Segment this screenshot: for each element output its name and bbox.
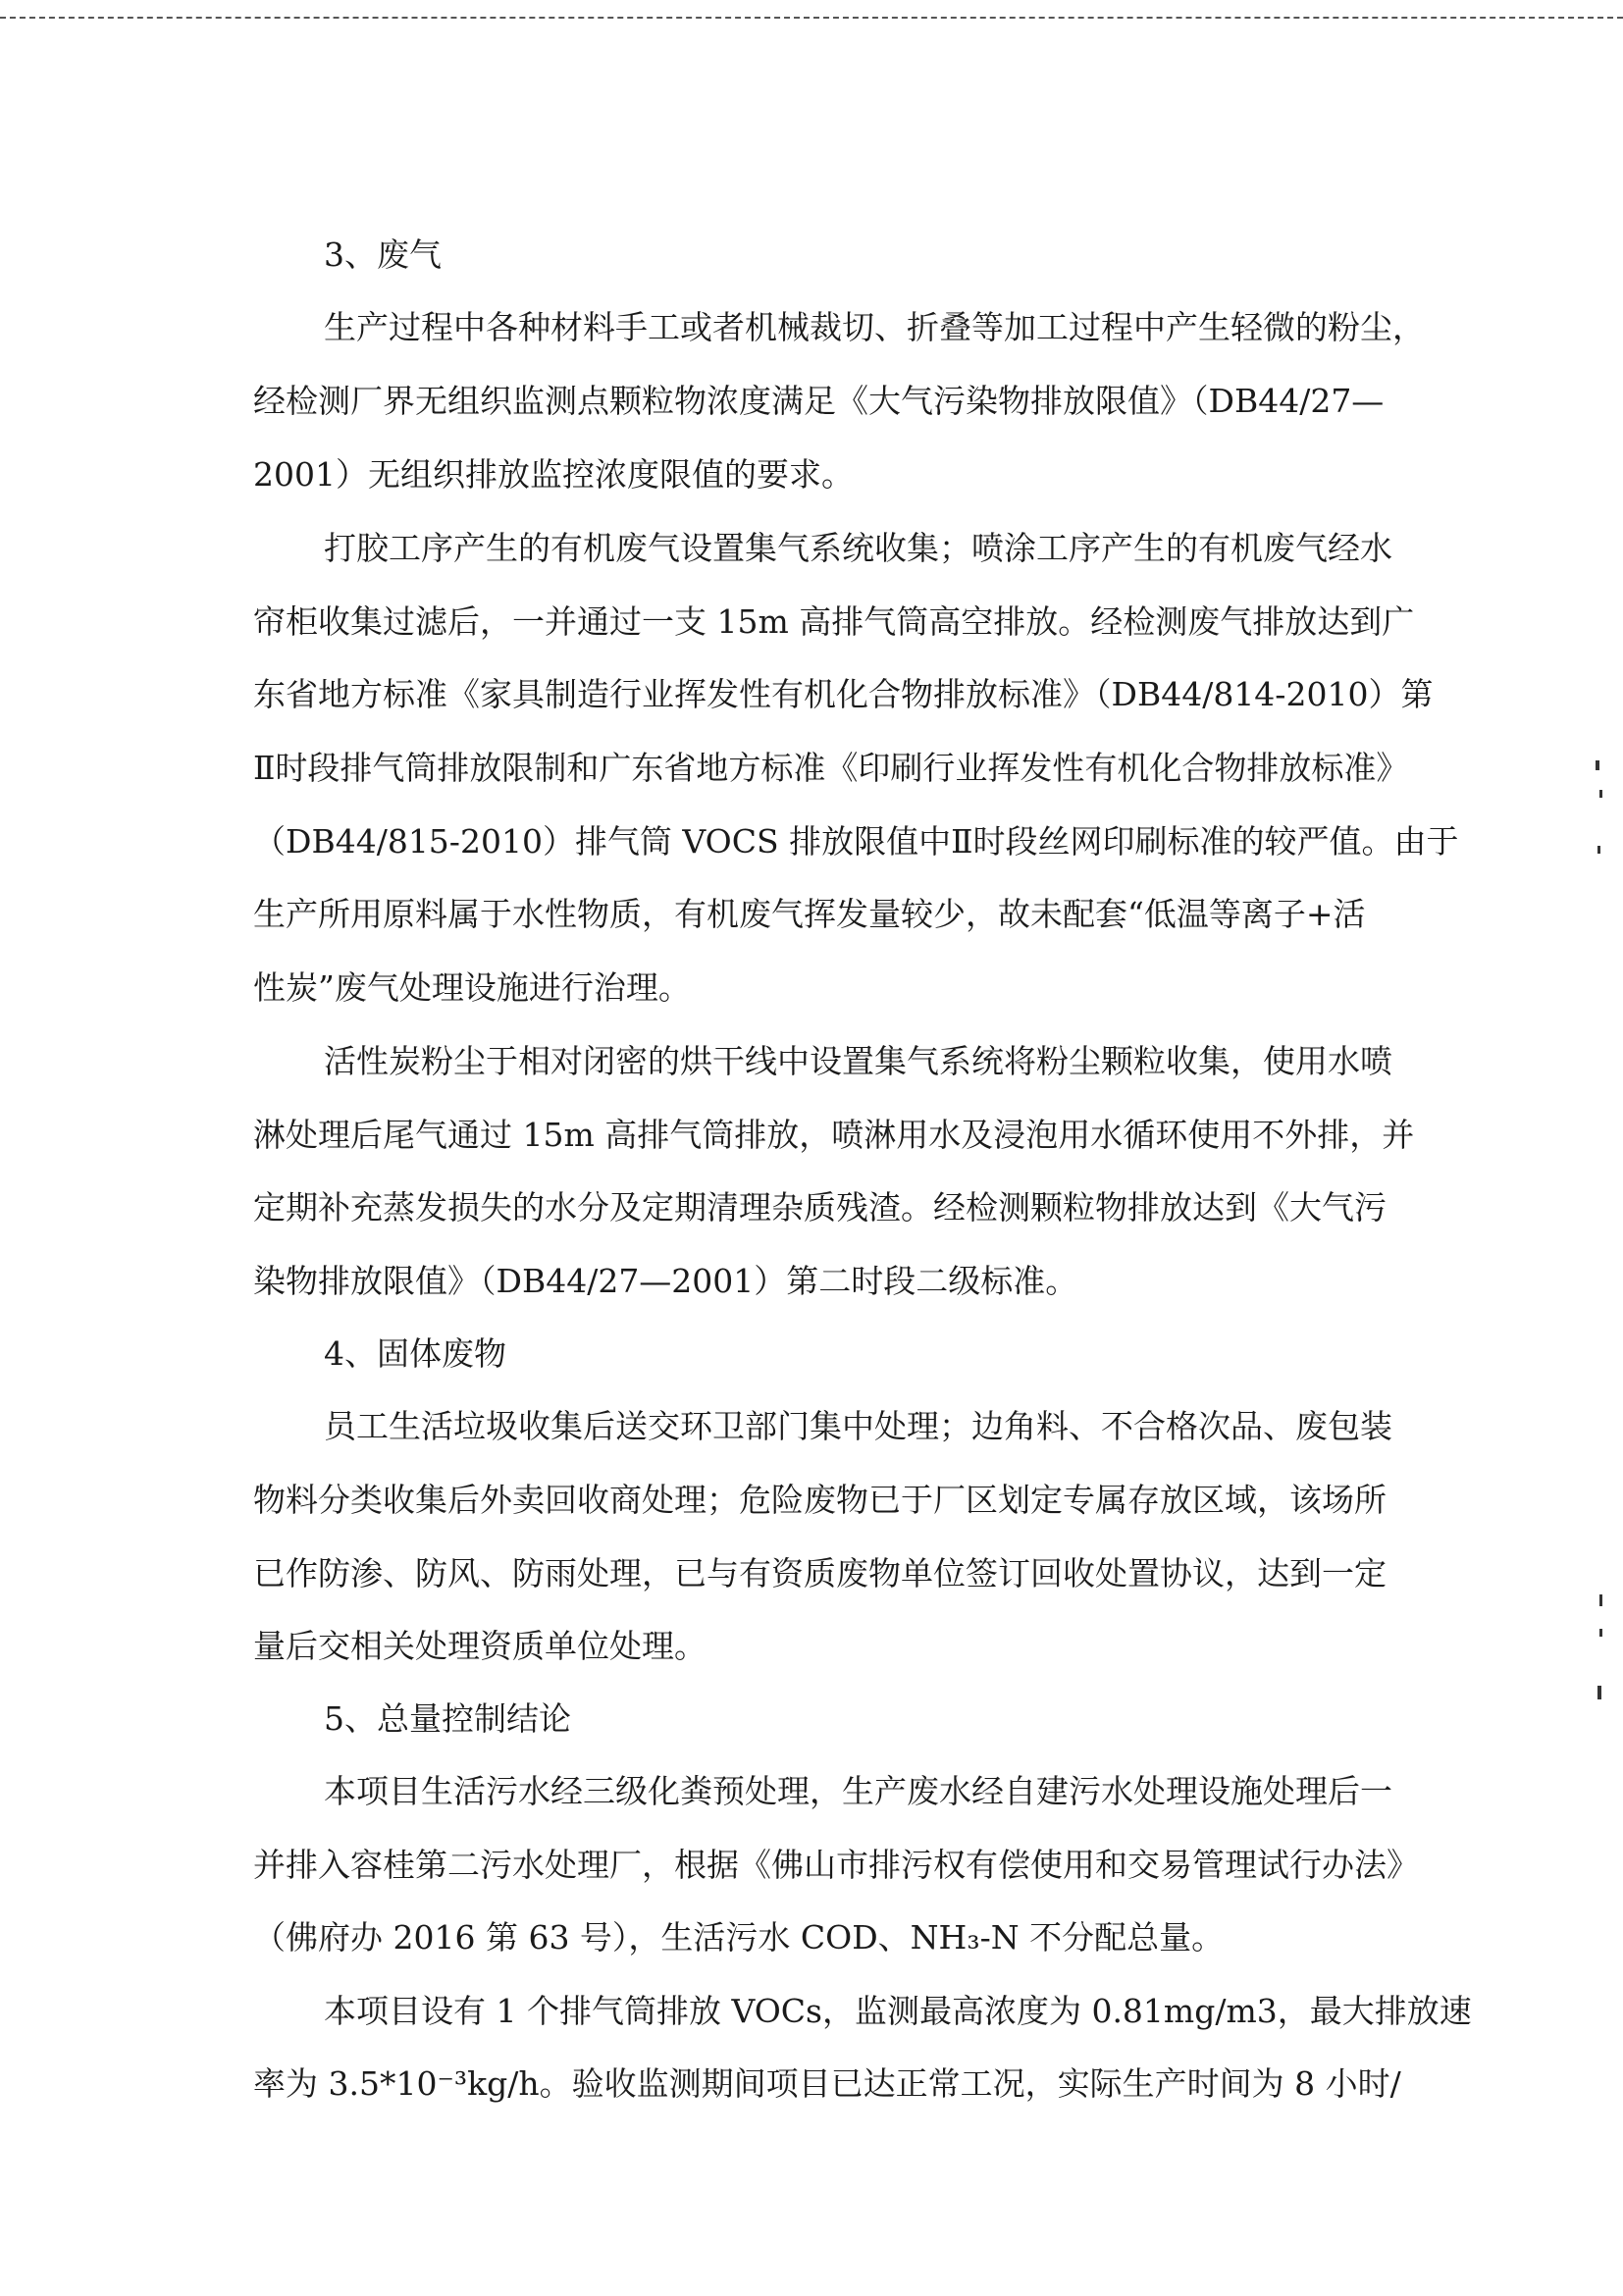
paragraph-line: 本项目设有 1 个排气筒排放 VOCs，监测最高浓度为 0.81mg/m3，最大排放速 xyxy=(324,1992,1472,2030)
paragraph-line: 淋处理后尾气通过 15m 高排气筒排放，喷淋用水及浸泡用水循环使用不外排，并 xyxy=(253,1116,1415,1154)
section-heading-total-control: 5、总量控制结论 xyxy=(324,1699,571,1738)
scan-speck xyxy=(1596,760,1599,770)
paragraph-line: （DB44/815-2010）排气筒 VOCS 排放限值中Ⅱ时段丝网印刷标准的较严值。由于 xyxy=(253,822,1459,861)
scan-speck xyxy=(1599,1594,1602,1606)
paragraph-line: 打胶工序产生的有机废气设置集气系统收集；喷涂工序产生的有机废气经水 xyxy=(324,529,1392,567)
paragraph-line: 东省地方标准《家具制造行业挥发性有机化合物排放标准》（DB44/814-2010）第 xyxy=(253,675,1434,713)
section-heading-solid-waste: 4、固体废物 xyxy=(324,1334,506,1373)
paragraph-line: 性炭”废气处理设施进行治理。 xyxy=(253,968,691,1007)
paragraph-line: 染物排放限值》（DB44/27—2001）第二时段二级标准。 xyxy=(253,1262,1078,1300)
paragraph-line: 本项目生活污水经三级化粪预处理，生产废水经自建污水处理设施处理后一 xyxy=(324,1772,1392,1810)
paragraph-line: 物料分类收集后外卖回收商处理；危险废物已于厂区划定专属存放区域，该场所 xyxy=(253,1481,1387,1519)
scan-speck xyxy=(1599,1629,1602,1637)
paragraph-line: 经检测厂界无组织监测点颗粒物浓度满足《大气污染物排放限值》（DB44/27— xyxy=(253,382,1385,420)
section-heading-waste-gas: 3、废气 xyxy=(324,235,442,274)
paragraph-line: 活性炭粉尘于相对闭密的烘干线中设置集气系统将粉尘颗粒收集，使用水喷 xyxy=(324,1042,1392,1080)
paragraph-line: （佛府办 2016 第 63 号），生活污水 COD、NH₃-N 不分配总量。 xyxy=(253,1918,1225,1957)
paragraph-line: 生产过程中各种材料手工或者机械裁切、折叠等加工过程中产生轻微的粉尘， xyxy=(324,308,1425,346)
paragraph-line: 量后交相关处理资质单位处理。 xyxy=(253,1627,707,1665)
paragraph-line: 并排入容桂第二污水处理厂，根据《佛山市排污权有偿使用和交易管理试行办法》 xyxy=(253,1846,1419,1884)
paragraph-line: 定期补充蒸发损失的水分及定期清理杂质残渣。经检测颗粒物排放达到《大气污 xyxy=(253,1188,1387,1226)
paragraph-line: 员工生活垃圾收集后送交环卫部门集中处理；边角料、不合格次品、废包装 xyxy=(324,1407,1392,1445)
scan-speck xyxy=(1599,790,1602,798)
scan-speck xyxy=(1597,1686,1601,1699)
scan-speck xyxy=(1597,846,1600,854)
paragraph-line: 率为 3.5*10⁻³kg/h。验收监测期间项目已达正常工况，实际生产时间为 8 小时/ xyxy=(253,2064,1401,2103)
paragraph-line: Ⅱ时段排气筒排放限制和广东省地方标准《印刷行业挥发性有机化合物排放标准》 xyxy=(253,749,1409,787)
paragraph-line: 生产所用原料属于水性物质，有机废气挥发量较少，故未配套“低温等离子+活 xyxy=(253,895,1366,933)
paragraph-line: 帘柜收集过滤后，一并通过一支 15m 高排气筒高空排放。经检测废气排放达到广 xyxy=(253,602,1415,641)
paragraph-line: 2001）无组织排放监控浓度限值的要求。 xyxy=(253,455,854,494)
paragraph-line: 已作防渗、防风、防雨处理，已与有资质废物单位签订回收处置协议，达到一定 xyxy=(253,1554,1387,1592)
